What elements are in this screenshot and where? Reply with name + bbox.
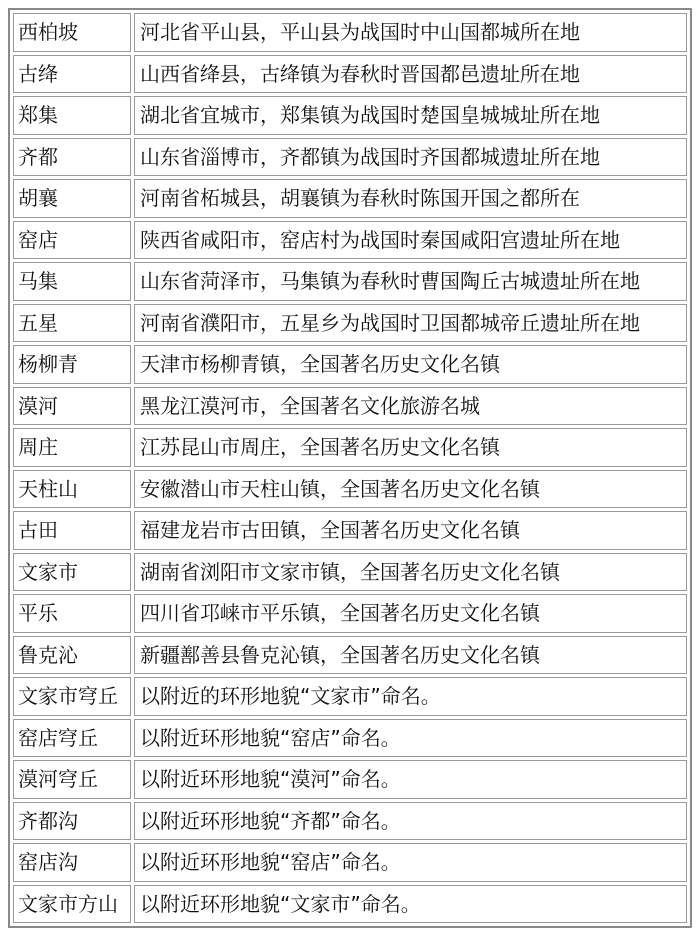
table-row [13, 428, 687, 467]
name-cell: 窑店沟 [13, 843, 131, 882]
table-row [13, 843, 687, 882]
description-cell: 河北省平山县，平山县为战国时中山国都城所在地 [134, 13, 687, 52]
name-cell: 窑店 [13, 221, 131, 260]
name-cell: 西柏坡 [13, 13, 131, 52]
description-cell: 安徽潜山市天柱山镇，全国著名历史文化名镇 [134, 470, 687, 509]
description-cell: 陕西省咸阳市，窑店村为战国时秦国咸阳宫遗址所在地 [134, 221, 687, 260]
table-row [13, 802, 687, 841]
table-row [13, 594, 687, 633]
table-row [13, 636, 687, 675]
name-cell: 五星 [13, 304, 131, 343]
table-row [13, 138, 687, 177]
table-row [13, 304, 687, 343]
name-cell: 古绛 [13, 55, 131, 94]
description-cell: 河南省柘城县，胡襄镇为春秋时陈国开国之都所在 [134, 179, 687, 218]
description-cell: 黑龙江漠河市，全国著名文化旅游名城 [134, 387, 687, 426]
name-cell: 漠河 [13, 387, 131, 426]
name-cell: 古田 [13, 511, 131, 550]
name-cell: 平乐 [13, 594, 131, 633]
description-cell: 山东省淄博市，齐都镇为战国时齐国都城遗址所在地 [134, 138, 687, 177]
description-cell: 天津市杨柳青镇，全国著名历史文化名镇 [134, 345, 687, 384]
description-cell: 山西省绛县，古绛镇为春秋时晋国都邑遗址所在地 [134, 55, 687, 94]
table-row [13, 96, 687, 135]
description-cell: 湖南省浏阳市文家市镇，全国著名历史文化名镇 [134, 553, 687, 592]
table-row [13, 221, 687, 260]
table-row [13, 553, 687, 592]
description-cell: 以附近的环形地貌“文家市”命名。 [134, 677, 687, 716]
name-cell: 胡襄 [13, 179, 131, 218]
description-cell: 江苏昆山市周庄，全国著名历史文化名镇 [134, 428, 687, 467]
name-cell: 天柱山 [13, 470, 131, 509]
description-cell: 以附近环形地貌“窑店”命名。 [134, 843, 687, 882]
description-cell: 山东省菏泽市，马集镇为春秋时曹国陶丘古城遗址所在地 [134, 262, 687, 301]
description-cell: 以附近环形地貌“齐都”命名。 [134, 802, 687, 841]
name-cell: 齐都沟 [13, 802, 131, 841]
table-row [13, 262, 687, 301]
name-cell: 文家市方山 [13, 885, 131, 924]
table-row [13, 345, 687, 384]
table-row [13, 719, 687, 758]
description-cell: 湖北省宜城市，郑集镇为战国时楚国皇城城址所在地 [134, 96, 687, 135]
name-cell: 郑集 [13, 96, 131, 135]
description-cell: 以附近环形地貌“漠河”命名。 [134, 760, 687, 799]
description-cell: 新疆鄯善县鲁克沁镇，全国著名历史文化名镇 [134, 636, 687, 675]
description-cell: 以附近环形地貌“文家市”命名。 [134, 885, 687, 924]
name-cell: 漠河穹丘 [13, 760, 131, 799]
description-cell: 河南省濮阳市，五星乡为战国时卫国都城帝丘遗址所在地 [134, 304, 687, 343]
name-cell: 周庄 [13, 428, 131, 467]
table-row [13, 13, 687, 52]
place-name-table [10, 10, 690, 926]
name-cell: 鲁克沁 [13, 636, 131, 675]
table-row [13, 387, 687, 426]
table-row [13, 470, 687, 509]
table-row [13, 885, 687, 924]
name-cell: 文家市 [13, 553, 131, 592]
name-cell: 杨柳青 [13, 345, 131, 384]
table-row [13, 511, 687, 550]
description-cell: 四川省邛崃市平乐镇，全国著名历史文化名镇 [134, 594, 687, 633]
name-cell: 齐都 [13, 138, 131, 177]
name-cell: 文家市穹丘 [13, 677, 131, 716]
name-cell: 马集 [13, 262, 131, 301]
name-cell: 窑店穹丘 [13, 719, 131, 758]
description-cell: 福建龙岩市古田镇，全国著名历史文化名镇 [134, 511, 687, 550]
table-row [13, 179, 687, 218]
table-row [13, 760, 687, 799]
description-cell: 以附近环形地貌“窑店”命名。 [134, 719, 687, 758]
table-row [13, 55, 687, 94]
table-row [13, 677, 687, 716]
place-name-table-body [13, 13, 687, 923]
place-name-table-container [8, 8, 692, 928]
